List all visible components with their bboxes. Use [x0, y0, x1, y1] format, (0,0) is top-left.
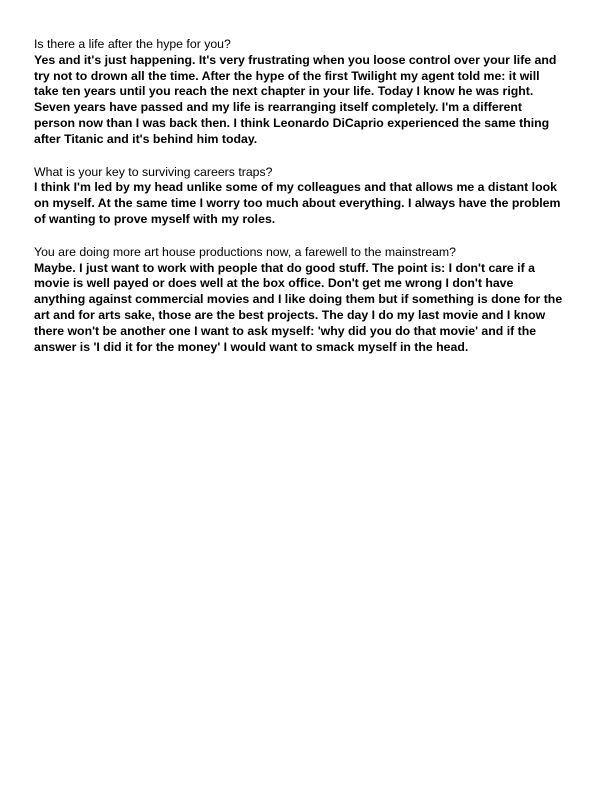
- question-text: You are doing more art house productions now, a farewell to the mainstream?: [34, 244, 456, 259]
- answer-text: Yes and it's just happening. It's very frustrating when you loose control over your life and try not to drown all the time. After the hype of the first Twilight my agent told me: it will take ten years until you reach the next chapter in your life. Today I know he was right. Seven years have passed and my life is rearranging itself completely. I'm a different person now than I was back then. I think Leonardo DiCaprio experienced the same thing after Titanic and it's behind him today.: [34, 52, 557, 146]
- qa-block: [34, 37, 564, 148]
- interview-document: [34, 37, 564, 372]
- answer-text: Maybe. I just want to work with people that do good stuff. The point is: I don't care if a movie is well payed or does well at the box office. Don't get me wrong I don't have anything against commercial movies and I like doing them but if something is done for the art and for arts sake, those are the best projects. The day I do my last movie and I know there won't be another one I want to ask myself: 'why did you do that movie' and if the answer is 'I did it for the money' I would want to smack myself in the head.: [34, 260, 563, 354]
- qa-block: [34, 245, 564, 356]
- question-text: What is your key to surviving careers traps?: [34, 164, 273, 179]
- qa-block: [34, 165, 564, 228]
- question-text: Is there a life after the hype for you?: [34, 37, 231, 51]
- answer-text: I think I'm led by my head unlike some of my colleagues and that allows me a distant look on myself. At the same time I worry too much about everything. I always have the problem of wanting to prove myself with my roles.: [34, 180, 561, 226]
